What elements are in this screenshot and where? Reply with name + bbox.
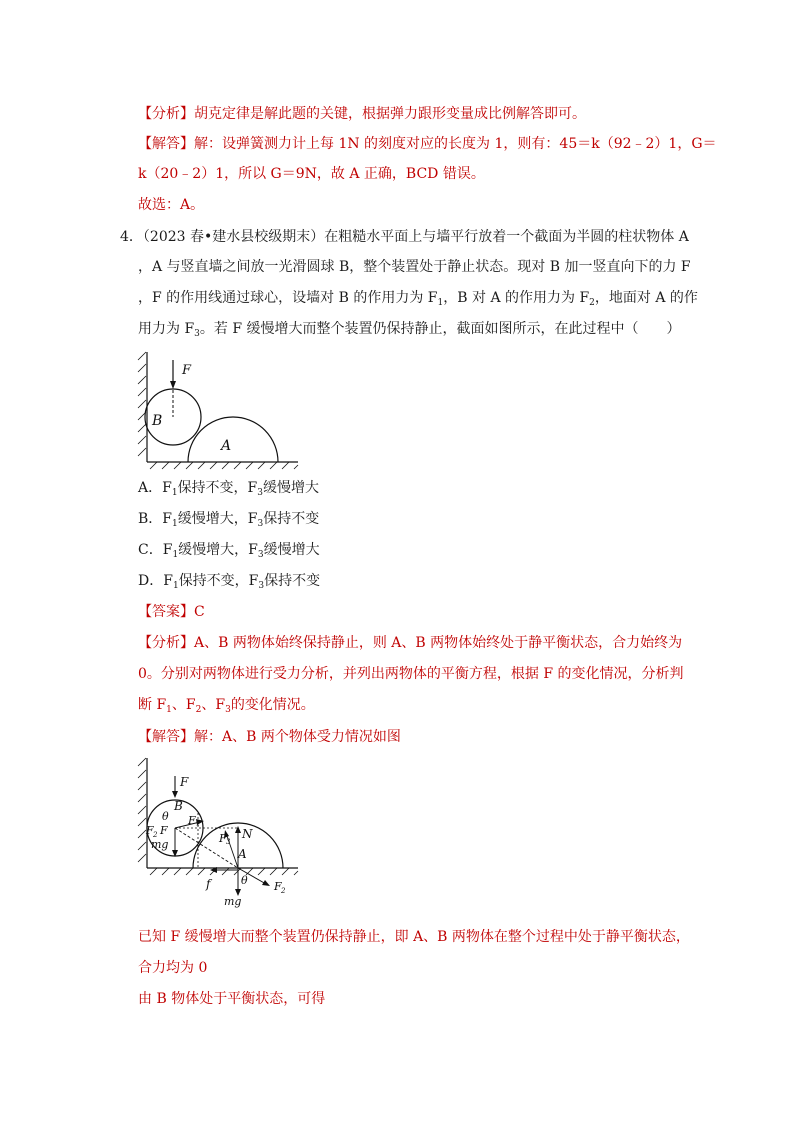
svg-text:θ: θ (162, 810, 169, 823)
prev-solution-line-1: 【解答】解：设弹簧测力计上每 1N 的刻度对应的长度为 1，则有：45＝k（92﹣2）1，G＝ (138, 136, 717, 152)
option-a[interactable]: A．$F_1$保持不变，$F_3$缓慢增大 (138, 480, 320, 498)
option-d[interactable]: D．$F_1$保持不变，$F_3$保持不变 (138, 573, 321, 591)
question-4-line-4: 用力为 $F_3$。若 F 缓慢增大而整个装置仍保持静止，截面如图所示，在此过程中（ ） (138, 321, 681, 339)
prev-conclusion: 故选：A。 (138, 197, 205, 213)
answer: 【答案】C (138, 604, 205, 620)
label-b: B (152, 413, 163, 429)
svg-text:2: 2 (153, 831, 158, 839)
svg-text:A: A (238, 847, 247, 861)
prev-analysis: 【分析】胡克定律是解此题的关键，根据弹力跟形变量成比例解答即可。 (138, 106, 586, 122)
svg-text:B: B (174, 799, 183, 813)
analysis-line-3: 断 $F_1$、$F_2$、$F_3$的变化情况。 (138, 697, 315, 715)
option-b[interactable]: B．$F_1$缓慢增大，$F_3$保持不变 (138, 511, 320, 529)
question-4-line-3: ，F 的作用线通过球心，设墙对 B 的作用力为 $F_1$，B 对 A 的作用力为 $F_2$，地面对 A 的作 (138, 290, 698, 308)
svg-text:F: F (188, 814, 196, 827)
after-line-3: 由 B 物体处于平衡状态，可得 (138, 991, 326, 1007)
label-a: A (221, 438, 232, 454)
svg-text:f: f (206, 877, 211, 891)
after-line-2: 合力均为 0 (138, 960, 208, 976)
svg-text:F: F (146, 824, 154, 837)
label-f: F (182, 363, 192, 378)
prev-solution-line-2: k（20﹣2）1，所以 G＝9N，故 A 正确，BCD 错误。 (138, 166, 485, 182)
solution-line: 【解答】解：A、B 两个物体受力情况如图 (138, 729, 401, 745)
after-line-1: 已知 F 缓慢增大而整个装置仍保持静止，即 A、B 两物体在整个过程中处于静平衡状态， (138, 929, 690, 945)
question-4-line-1: 4．（2023 春•建水县校级期末）在粗糙水平面上与墙平行放着一个截面为半圆的柱状物体 A (120, 229, 689, 245)
svg-text:F: F (160, 824, 168, 837)
half-cylinder-a (188, 417, 278, 462)
svg-text:θ: θ (241, 874, 248, 887)
option-c[interactable]: C．$F_1$缓慢增大，$F_3$缓慢增大 (138, 542, 320, 560)
force-diagram (138, 758, 303, 908)
question-4-line-2: ，A 与竖直墙之间放一光滑圆球 B，整个装置处于静止状态。现对 B 加一竖直向下的力 F (138, 259, 691, 275)
svg-text:F: F (180, 775, 189, 789)
analysis-line-2: 0。分别对两物体进行受力分析，并列出两物体的平衡方程，根据 F 的变化情况，分析判 (138, 666, 684, 682)
svg-text:F: F (219, 832, 227, 845)
svg-text:2: 2 (281, 887, 286, 895)
svg-text:1: 1 (196, 820, 201, 828)
svg-text:F: F (274, 880, 282, 893)
svg-text:mg: mg (151, 838, 169, 851)
svg-text:3: 3 (226, 838, 231, 846)
question-figure (138, 352, 303, 470)
svg-text:mg: mg (224, 895, 242, 908)
svg-text:N: N (242, 827, 253, 841)
analysis-line-1: 【分析】A、B 两物体始终保持静止，则 A、B 两物体始终处于静平衡状态，合力始终为 (138, 635, 683, 651)
